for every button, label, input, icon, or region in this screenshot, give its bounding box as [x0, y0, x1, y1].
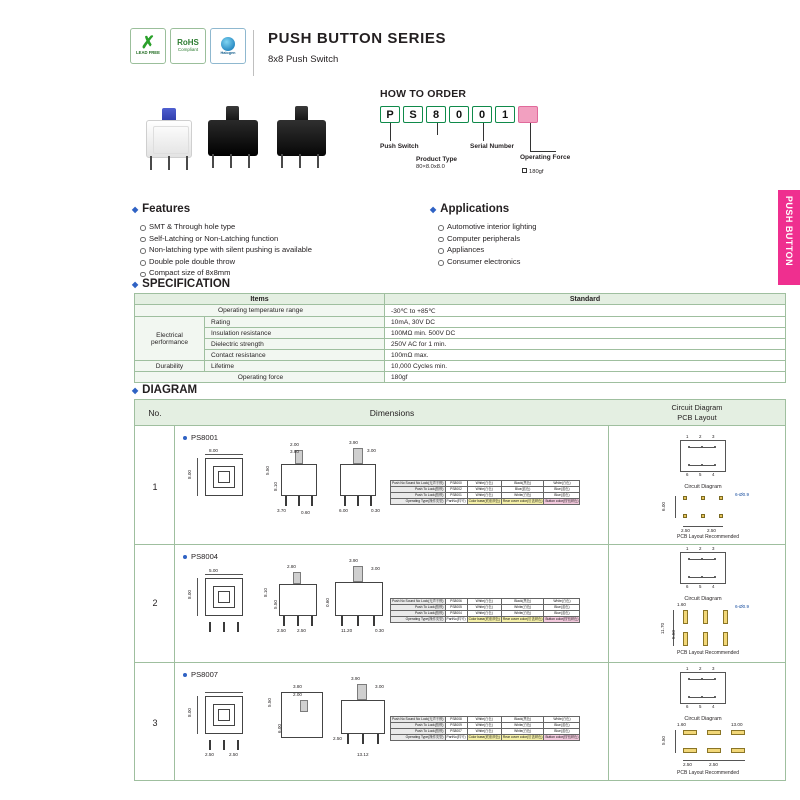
order-label-force-option: 180gf [522, 168, 544, 175]
diagram-row-no-3: 3 [152, 718, 158, 728]
features-title-row [132, 203, 422, 215]
globe-icon [221, 37, 235, 51]
variant-table-2 [390, 598, 580, 623]
table-row: Push To Lock(按锁) PS8009 White(白色) White(白色) Blue(蓝色) [391, 723, 580, 729]
spec-row-lifetime-label: Lifetime [205, 361, 385, 372]
diamond-icon: ◆ [132, 385, 139, 395]
spec-row-dielectric-label: Dielectric strength [205, 339, 385, 350]
features-title: Features [142, 203, 191, 215]
list-item: SMT & Through hole type [140, 221, 422, 233]
page-title: PUSH BUTTON SERIES [268, 30, 447, 47]
applications-list [438, 221, 680, 267]
rohs-badge: RoHS Compliant [170, 28, 206, 64]
list-item: Appliances [438, 244, 680, 256]
part-label-ps8004: PS8004 [191, 552, 219, 561]
spec-row-rating-value: 10mA, 30V DC [385, 317, 786, 328]
features-list [140, 221, 422, 279]
diagram-header-dimensions: Dimensions [369, 408, 415, 418]
spec-row-force-value: 180gf [385, 372, 786, 383]
table-row: Push To Lock(按锁) PS8005 White(白色) White(白色) Blue(蓝色) [391, 605, 580, 611]
table-row: Operating Type(操作类型) PartNo(料号) Color base(底座颜色) Rear cover color(后盖颜色) Button color(按钮颜色) [391, 499, 580, 505]
spec-row-force-label: Operating force [135, 372, 385, 383]
order-label-switch: Push Switch [380, 143, 419, 150]
diagram-title-row [132, 384, 197, 396]
list-item: Consumer electronics [438, 256, 680, 268]
page-subtitle: 8x8 Push Switch [268, 54, 339, 65]
lead-free-badge: ✗ LEAD FREE [130, 28, 166, 64]
table-header-row [135, 294, 786, 305]
diagram-header-no: No. [148, 408, 162, 418]
order-code-boxes [380, 106, 538, 123]
spec-group-electrical: Electrical performance [135, 317, 205, 361]
spec-row-dielectric-value: 250V AC for 1 min. [385, 339, 786, 350]
table-row: Push No Sound No Lock(无声不锁) PS8006 White(白色) Black(黑色) White(白色) [391, 599, 580, 605]
spec-row-contact-label: Contact resistance [205, 350, 385, 361]
circuit-caption-2: Circuit Diagram [684, 596, 722, 602]
table-row [135, 317, 786, 328]
part-label-ps8007: PS8007 [191, 670, 219, 679]
spec-row-temp-label: Operating temperature range [135, 305, 385, 317]
spec-header-standard: Standard [385, 294, 786, 305]
specification-title-row [132, 278, 230, 290]
table-row [135, 305, 786, 317]
order-box-7 [518, 106, 538, 123]
table-row: Operating Type(操作类型) PartNo(料号) Color base(底座颜色) Rear cover color(后盖颜色) Button color(按钮颜色) [391, 735, 580, 741]
spec-row-temp-value: -30℃ to +85℃ [385, 305, 786, 317]
order-box-5: 0 [472, 106, 492, 123]
how-to-order [380, 88, 610, 198]
table-row: Push To Lock(按锁) PS8007 White(白色) White(白色) Blue(蓝色) [391, 729, 580, 735]
spec-row-insulation-value: 100MΩ min. 500V DC [385, 328, 786, 339]
table-row: Operating Type(操作类型) PartNo(料号) Color base(底座颜色) Rear cover color(后盖颜色) Button color(按钮颜色) [391, 617, 580, 623]
diagram-table: No. Dimensions Circuit Diagram PCB Layout 1 2 3 PS8001 8.00 8.00 2.00 3.80 5.50 8.10 3.70 0.60 3.90 3.00 6.00 0.30 Push No Sound No Lock(无声不锁) PS8000 White(白色) Black(黑色) White(白色) Push To Lock(按锁) PS8002 White(白色) Blue(蓝色) Blue(蓝色) Push To Lock(按锁) PS8001 White(白色) White(白色) Blue(蓝色) Operating Type(操作类型) PartNo(料号) Color base(底座颜色) Rear cover color(后盖颜色) Button color(按钮颜色) 1 2 3 6 5 4 Circuit Diagram 6.00 6-Ø0.9 2.50 2.50 PCB Layout Recommended PS8004 8.00 5.00 2.80 8.10 5.50 2.50 2.50 3.90 3.00 11.20 0.30 0.60 Push No Sound No Lock(无声不锁) PS8006 White(白色) Black(黑色) White(白色) Push To Lock(按锁) PS8005 White(白色) White(白色) Blue(蓝色) Push To Lock(按锁) PS8004 White(白色) White(白色) Blue(蓝色) Operating Type(操作类型) PartNo(料号) Color base(底座颜色) Rear cover color(后盖颜色) Button color(按钮颜色) 1 2 3 6 5 4 Circuit Diagram 11.70 5.50 1.60 6-Ø0.9 PCB Layout Recommended PS8007 8.00 2.50 2.50 3.80 2.00 5.50 6.00 3.90 3.00 13.12 2.50 Push No Sound No Lock(无声不锁) PS8008 White(白色) Black(黑色) White(白色) Push To Lock(按锁) PS8009 White(白色) White(白色) Blue(蓝色) Push To Lock(按锁) PS8007 White(白色) White(白色) Blue(蓝色) Operating Type(操作类型) PartNo(料号) Color base(底座颜色) Rear cover color(后盖颜色) Button color(按钮颜色) 1 2 3 6 5 4 Circuit Diagram 5.50 1.60 13.00 2.50 2.50 PCB Layout Recommended [134, 399, 786, 781]
spec-group-durability: Durability [135, 361, 205, 372]
circuit-caption-1: Circuit Diagram [684, 484, 722, 490]
certification-badges [130, 28, 246, 64]
order-label-force: Operating Force [520, 154, 571, 161]
table-row: Push To Lock(按锁) PS8004 White(白色) White(白色) Blue(蓝色) [391, 611, 580, 617]
order-label-product-type-sub: 80×8.0x8.0 [416, 164, 445, 170]
circuit-caption-3: Circuit Diagram [684, 716, 722, 722]
part-label-ps8001: PS8001 [191, 433, 219, 442]
list-item: Computer peripherals [438, 233, 680, 245]
order-box-4: 0 [449, 106, 469, 123]
table-row [135, 361, 786, 372]
table-row [135, 372, 786, 383]
order-label-product-type: Product Type [416, 156, 458, 163]
diamond-icon: ◆ [132, 279, 139, 289]
features-section [132, 203, 422, 279]
pcb-note-1: PCB Layout Recommended [677, 534, 739, 540]
table-row: Push To Lock(按锁) PS8002 White(白色) Blue(蓝色) Blue(蓝色) [391, 487, 580, 493]
applications-section [430, 203, 680, 267]
table-row [135, 328, 786, 339]
table-row [135, 339, 786, 350]
applications-title-row [430, 203, 680, 215]
lead-free-icon: ✗ [140, 33, 156, 53]
order-box-1: P [380, 106, 400, 123]
diagram-row-no-2: 2 [152, 598, 158, 608]
list-item: Double pole double throw [140, 256, 422, 268]
spec-row-insulation-label: Insulation resistance [205, 328, 385, 339]
table-row [135, 350, 786, 361]
table-row: Push To Lock(按锁) PS8001 White(白色) White(白色) Blue(蓝色) [391, 493, 580, 499]
spec-row-contact-value: 100mΩ max. [385, 350, 786, 361]
list-item: Non-latching type with silent pushing is available [140, 244, 422, 256]
header-divider [253, 30, 254, 76]
specification-title: SPECIFICATION [142, 278, 231, 290]
order-label-serial: Serial Number [470, 143, 515, 150]
list-item: Compact size of 8x8mm [140, 267, 422, 279]
spec-row-rating-label: Rating [205, 317, 385, 328]
diamond-icon: ◆ [132, 204, 139, 214]
halogen-free-badge: Halogen [210, 28, 246, 64]
pcb-note-2: PCB Layout Recommended [677, 650, 739, 656]
variant-table-1 [390, 480, 580, 505]
list-item: Automotive interior lighting [438, 221, 680, 233]
side-tab-label: PUSH BUTTON [784, 195, 794, 267]
applications-title: Applications [440, 203, 510, 215]
order-box-3: 8 [426, 106, 446, 123]
table-row: Push No Sound No Lock(无声不锁) PS8008 White(白色) Black(黑色) White(白色) [391, 717, 580, 723]
pcb-note-3: PCB Layout Recommended [677, 770, 739, 776]
table-row: Push No Sound No Lock(无声不锁) PS8000 White(白色) Black(黑色) White(白色) [391, 481, 580, 487]
side-tab-push-button [778, 190, 800, 285]
list-item: Self-Latching or Non-Latching function [140, 233, 422, 245]
specification-table [134, 293, 786, 383]
spec-row-lifetime-value: 10,000 Cycles min. [385, 361, 786, 372]
order-box-6: 1 [495, 106, 515, 123]
variant-table-3 [390, 716, 580, 741]
diagram-row-no-1: 1 [152, 482, 158, 492]
diagram-title: DIAGRAM [142, 384, 198, 396]
diamond-icon: ◆ [430, 204, 437, 214]
spec-header-items: Items [135, 294, 385, 305]
diagram-header-circuit: Circuit Diagram PCB Layout [671, 403, 723, 422]
order-box-2: S [403, 106, 423, 123]
how-to-order-title: HOW TO ORDER [380, 88, 467, 100]
product-photos [128, 100, 348, 170]
checkbox-icon[interactable] [522, 168, 527, 173]
